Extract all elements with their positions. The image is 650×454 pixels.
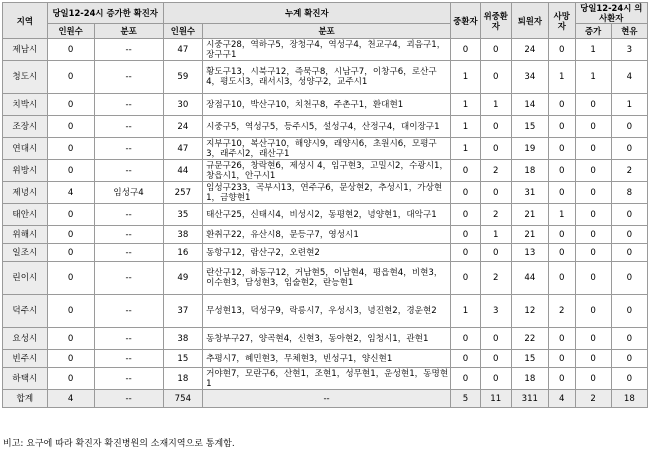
severe-cell: 1 (451, 61, 481, 94)
today-count-cell: 0 (47, 262, 94, 295)
suspect-current-cell: 0 (611, 368, 647, 390)
today-count-cell: 0 (47, 328, 94, 350)
discharged-cell: 24 (511, 39, 548, 61)
header-region: 지역 (3, 3, 48, 39)
severe-cell: 0 (451, 204, 481, 226)
deaths-cell: 0 (548, 226, 575, 244)
suspect-increase-cell: 0 (575, 262, 611, 295)
today-distribution-cell: -- (94, 350, 163, 368)
critical-cell: 11 (480, 390, 511, 408)
severe-cell: 0 (451, 350, 481, 368)
cumulative-distribution-cell: 환취구22，유산시8，문등구7，영성시1 (203, 226, 451, 244)
today-distribution-cell: -- (94, 390, 163, 408)
header-critical: 위중환자 (480, 3, 511, 39)
cumulative-count-cell: 38 (163, 226, 202, 244)
statistics-table (2, 2, 648, 408)
suspect-increase-cell: 0 (575, 368, 611, 390)
deaths-cell: 0 (548, 350, 575, 368)
cumulative-count-cell: 15 (163, 350, 202, 368)
deaths-cell: 0 (548, 262, 575, 295)
suspect-increase-cell: 0 (575, 328, 611, 350)
table-row (3, 295, 648, 328)
table-row (3, 368, 648, 390)
cumulative-distribution-cell: 동항구12，람산구2，오련현2 (203, 244, 451, 262)
cumulative-distribution-cell: 시중구28，역하구5，장청구4，역성구4，천교구4，괴음구1，장구구1 (203, 39, 451, 61)
cumulative-distribution-cell: 임성구233，곡부시13，연주구6，문상현2，추성시1，가상현1，금향현1 (203, 182, 451, 204)
discharged-cell: 34 (511, 61, 548, 94)
critical-cell: 1 (480, 94, 511, 116)
severe-cell: 0 (451, 182, 481, 204)
cumulative-distribution-cell: 지부구10，복산구10，해양시9，래양시6，초원시6，모평구3，래주시2，래산구1 (203, 138, 451, 160)
deaths-cell: 0 (548, 182, 575, 204)
region-cell: 위해시 (3, 226, 48, 244)
severe-cell: 1 (451, 116, 481, 138)
today-distribution-cell: -- (94, 295, 163, 328)
total-row (3, 390, 648, 408)
region-cell: 조장시 (3, 116, 48, 138)
today-distribution-cell: -- (94, 244, 163, 262)
header-cumulative-distribution: 분포 (203, 24, 451, 39)
cumulative-distribution-cell: 동창부구27，양곡현4，신현3，동아현2，임청시1，관현1 (203, 328, 451, 350)
region-cell: 하택시 (3, 368, 48, 390)
discharged-cell: 18 (511, 368, 548, 390)
today-count-cell: 0 (47, 138, 94, 160)
suspect-current-cell: 0 (611, 244, 647, 262)
header-cumulative-group: 누계 확진자 (163, 3, 450, 24)
discharged-cell: 19 (511, 138, 548, 160)
today-count-cell: 0 (47, 116, 94, 138)
today-count-cell: 0 (47, 160, 94, 182)
today-count-cell: 0 (47, 295, 94, 328)
header-suspect-current: 현유 (611, 24, 647, 39)
cumulative-count-cell: 37 (163, 295, 202, 328)
today-distribution-cell: -- (94, 94, 163, 116)
critical-cell: 0 (480, 61, 511, 94)
today-count-cell: 0 (47, 94, 94, 116)
cumulative-distribution-cell: 규문구26，창락현6，제성시 4，임구현3，고밀시2，수광시1，창읍시1，안구시1 (203, 160, 451, 182)
critical-cell: 0 (480, 350, 511, 368)
cumulative-count-cell: 49 (163, 262, 202, 295)
header-suspect-group: 당일12-24시 의사환자 (575, 3, 647, 24)
deaths-cell: 0 (548, 116, 575, 138)
deaths-cell: 0 (548, 244, 575, 262)
deaths-cell: 0 (548, 160, 575, 182)
cumulative-count-cell: 30 (163, 94, 202, 116)
discharged-cell: 311 (511, 390, 548, 408)
cumulative-distribution-cell: 무성현13，덕성구9，락릉시7，우성시3，녕진현2，경운현2 (203, 295, 451, 328)
discharged-cell: 15 (511, 350, 548, 368)
suspect-current-cell: 0 (611, 226, 647, 244)
region-cell: 린이시 (3, 262, 48, 295)
severe-cell: 0 (451, 226, 481, 244)
table-row (3, 160, 648, 182)
critical-cell: 0 (480, 182, 511, 204)
region-cell: 위방시 (3, 160, 48, 182)
suspect-current-cell: 0 (611, 204, 647, 226)
suspect-increase-cell: 1 (575, 61, 611, 94)
header-deaths: 사망자 (548, 3, 575, 39)
discharged-cell: 12 (511, 295, 548, 328)
table-row (3, 182, 648, 204)
footnote: 비고: 요구에 따라 확진자 확진병원의 소재지역으로 통계함. (3, 439, 235, 449)
cumulative-count-cell: 257 (163, 182, 202, 204)
deaths-cell: 0 (548, 138, 575, 160)
region-cell: 태안시 (3, 204, 48, 226)
today-distribution-cell: -- (94, 368, 163, 390)
suspect-current-cell: 4 (611, 61, 647, 94)
severe-cell: 1 (451, 94, 481, 116)
today-distribution-cell: -- (94, 204, 163, 226)
header-today-count: 인원수 (47, 24, 94, 39)
suspect-increase-cell: 2 (575, 390, 611, 408)
critical-cell: 0 (480, 368, 511, 390)
deaths-cell: 1 (548, 61, 575, 94)
header-today-group: 당일12-24시 증가한 확진자 (47, 3, 163, 24)
suspect-increase-cell: 0 (575, 182, 611, 204)
discharged-cell: 14 (511, 94, 548, 116)
suspect-current-cell: 0 (611, 328, 647, 350)
cumulative-count-cell: 35 (163, 204, 202, 226)
table-row (3, 328, 648, 350)
table-row (3, 204, 648, 226)
table-row (3, 350, 648, 368)
severe-cell: 5 (451, 390, 481, 408)
deaths-cell: 0 (548, 94, 575, 116)
discharged-cell: 13 (511, 244, 548, 262)
cumulative-distribution-cell: 란산구12，하동구12，거남현5，이남현4，평읍현4，비현3，이수현3，담성현3，임술현2，란능현1 (203, 262, 451, 295)
today-count-cell: 4 (47, 390, 94, 408)
suspect-increase-cell: 0 (575, 244, 611, 262)
today-count-cell: 0 (47, 61, 94, 94)
region-cell: 일조시 (3, 244, 48, 262)
region-cell: 제남시 (3, 39, 48, 61)
region-cell: 청도시 (3, 61, 48, 94)
suspect-current-cell: 0 (611, 116, 647, 138)
cumulative-distribution-cell: -- (203, 390, 451, 408)
today-distribution-cell: -- (94, 160, 163, 182)
critical-cell: 3 (480, 295, 511, 328)
today-count-cell: 0 (47, 204, 94, 226)
deaths-cell: 1 (548, 204, 575, 226)
today-count-cell: 0 (47, 39, 94, 61)
header-discharged: 퇴원자 (511, 3, 548, 39)
suspect-current-cell: 3 (611, 39, 647, 61)
suspect-current-cell: 0 (611, 350, 647, 368)
region-cell: 요성시 (3, 328, 48, 350)
severe-cell: 1 (451, 138, 481, 160)
today-distribution-cell: -- (94, 262, 163, 295)
cumulative-count-cell: 754 (163, 390, 202, 408)
suspect-increase-cell: 0 (575, 204, 611, 226)
suspect-increase-cell: 0 (575, 350, 611, 368)
suspect-current-cell: 18 (611, 390, 647, 408)
critical-cell: 2 (480, 204, 511, 226)
today-count-cell: 0 (47, 226, 94, 244)
table-row (3, 94, 648, 116)
discharged-cell: 15 (511, 116, 548, 138)
suspect-current-cell: 2 (611, 160, 647, 182)
cumulative-distribution-cell: 황도구13，시북구12，즉묵구8，시남구7，이창구6，로산구4，평도시3，래서시3，성양구2，교주시1 (203, 61, 451, 94)
critical-cell: 2 (480, 262, 511, 295)
region-cell: 덕주시 (3, 295, 48, 328)
severe-cell: 1 (451, 295, 481, 328)
suspect-current-cell: 0 (611, 138, 647, 160)
today-count-cell: 0 (47, 244, 94, 262)
region-cell: 빈주시 (3, 350, 48, 368)
header-cumulative-count: 인원수 (163, 24, 202, 39)
region-cell: 치박시 (3, 94, 48, 116)
today-count-cell: 0 (47, 350, 94, 368)
severe-cell: 0 (451, 262, 481, 295)
suspect-increase-cell: 0 (575, 295, 611, 328)
critical-cell: 0 (480, 244, 511, 262)
today-count-cell: 0 (47, 368, 94, 390)
cumulative-count-cell: 16 (163, 244, 202, 262)
table-row (3, 39, 648, 61)
table-row (3, 226, 648, 244)
suspect-increase-cell: 0 (575, 94, 611, 116)
severe-cell: 0 (451, 244, 481, 262)
suspect-increase-cell: 0 (575, 226, 611, 244)
header-severe: 중환자 (451, 3, 481, 39)
severe-cell: 0 (451, 368, 481, 390)
discharged-cell: 18 (511, 160, 548, 182)
suspect-current-cell: 0 (611, 295, 647, 328)
table-body (3, 39, 648, 408)
severe-cell: 0 (451, 39, 481, 61)
today-distribution-cell: 임성구4 (94, 182, 163, 204)
discharged-cell: 21 (511, 204, 548, 226)
cumulative-count-cell: 59 (163, 61, 202, 94)
critical-cell: 0 (480, 39, 511, 61)
deaths-cell: 0 (548, 368, 575, 390)
today-distribution-cell: -- (94, 116, 163, 138)
discharged-cell: 22 (511, 328, 548, 350)
severe-cell: 0 (451, 328, 481, 350)
cumulative-count-cell: 44 (163, 160, 202, 182)
today-distribution-cell: -- (94, 226, 163, 244)
header-today-distribution: 분포 (94, 24, 163, 39)
cumulative-count-cell: 47 (163, 138, 202, 160)
today-distribution-cell: -- (94, 61, 163, 94)
today-distribution-cell: -- (94, 328, 163, 350)
suspect-current-cell: 0 (611, 262, 647, 295)
critical-cell: 0 (480, 138, 511, 160)
cumulative-distribution-cell: 추평시7，혜민현3，무체현3，빈성구1，양신현1 (203, 350, 451, 368)
critical-cell: 0 (480, 328, 511, 350)
deaths-cell: 0 (548, 39, 575, 61)
deaths-cell: 4 (548, 390, 575, 408)
cumulative-count-cell: 38 (163, 328, 202, 350)
deaths-cell: 0 (548, 328, 575, 350)
cumulative-distribution-cell: 시중구5，역성구5，등주시5，설성구4，산정구4，대이장구1 (203, 116, 451, 138)
region-cell: 연대시 (3, 138, 48, 160)
critical-cell: 0 (480, 116, 511, 138)
table-row (3, 244, 648, 262)
table-row (3, 138, 648, 160)
cumulative-count-cell: 24 (163, 116, 202, 138)
cumulative-distribution-cell: 태산구25，신태시4，비성시2，동평현2，녕양현1，대악구1 (203, 204, 451, 226)
discharged-cell: 31 (511, 182, 548, 204)
region-cell: 합계 (3, 390, 48, 408)
discharged-cell: 21 (511, 226, 548, 244)
suspect-increase-cell: 1 (575, 39, 611, 61)
discharged-cell: 44 (511, 262, 548, 295)
table-row (3, 262, 648, 295)
today-distribution-cell: -- (94, 138, 163, 160)
header-suspect-increase: 증가 (575, 24, 611, 39)
cumulative-distribution-cell: 거야현7，모란구6，산현1，조현1，성무현1，운성현1，동명현1 (203, 368, 451, 390)
suspect-increase-cell: 0 (575, 116, 611, 138)
critical-cell: 2 (480, 160, 511, 182)
table-row (3, 61, 648, 94)
suspect-current-cell: 1 (611, 94, 647, 116)
critical-cell: 1 (480, 226, 511, 244)
today-count-cell: 4 (47, 182, 94, 204)
cumulative-count-cell: 47 (163, 39, 202, 61)
suspect-increase-cell: 0 (575, 160, 611, 182)
suspect-increase-cell: 0 (575, 138, 611, 160)
today-distribution-cell: -- (94, 39, 163, 61)
suspect-current-cell: 8 (611, 182, 647, 204)
region-cell: 제녕시 (3, 182, 48, 204)
deaths-cell: 2 (548, 295, 575, 328)
table-row (3, 116, 648, 138)
cumulative-distribution-cell: 장점구10，박산구10，치천구8，주촌구1，환대현1 (203, 94, 451, 116)
cumulative-count-cell: 18 (163, 368, 202, 390)
severe-cell: 0 (451, 160, 481, 182)
